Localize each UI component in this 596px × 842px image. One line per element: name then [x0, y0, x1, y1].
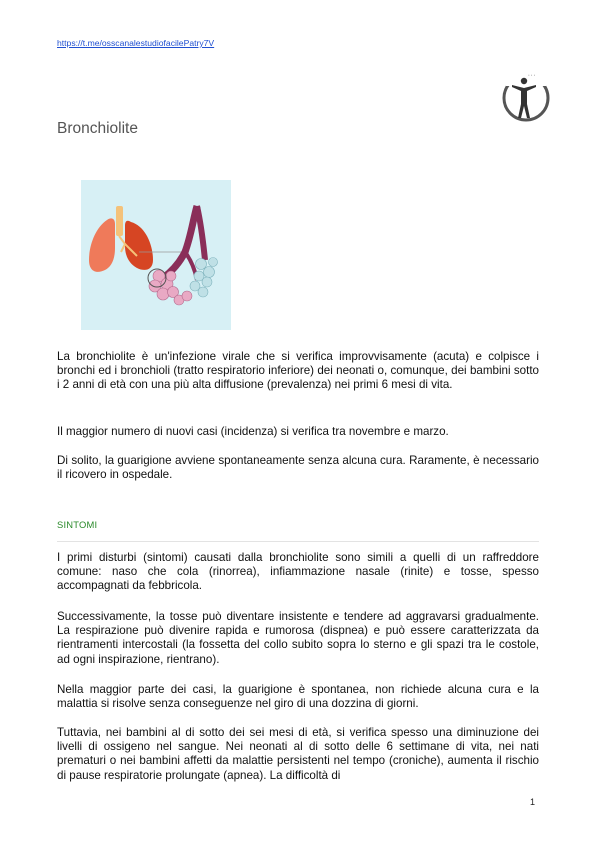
page-title: Bronchiolite — [57, 120, 138, 137]
header-link[interactable]: https://t.me/osscanalestudiofacilePatry7V — [57, 38, 215, 48]
human-figure-logo-icon — [498, 68, 554, 124]
symptoms-paragraph-4: Tuttavia, nei bambini al di sotto dei sei mesi di età, si verifica spesso una diminuzione dei livelli di ossigeno nel sangue. Nei neonati al di sotto delle 6 settimane di vita, nei nati prematuri o nei bambini affetti da malattie persistenti nel tempo (croniche), aumenta il rischio di pause respiratorie prolungate (apnea). La difficoltà di — [57, 726, 539, 782]
incidence-paragraph: Il maggior numero di nuovi casi (incidenza) si verifica tra novembre e marzo. — [57, 425, 449, 438]
symptoms-paragraph-2: Successivamente, la tosse può diventare insistente e tendere ad aggravarsi gradualmente. La respirazione può divenire rapida e rumorosa (dispnea) e può essere caratterizzata da rientramenti intercostali (la fossetta del collo subito sopra lo sterno e gli spazi tra le costole, ad ogni inspirazione, rientrano). — [57, 610, 539, 666]
section-divider — [57, 541, 539, 542]
svg-text:• • •: • • • — [528, 73, 536, 77]
page-number: 1 — [530, 797, 536, 807]
lungs-bronchioles-illustration — [81, 180, 231, 330]
recovery-paragraph: Di solito, la guarigione avviene spontaneamente senza alcuna cura. Raramente, è necessario il ricovero in ospedale. — [57, 454, 539, 482]
section-heading-sintomi: SINTOMI — [57, 519, 98, 530]
symptoms-paragraph-1: I primi disturbi (sintomi) causati dalla bronchiolite sono simili a quelli di un raffreddore comune: naso che cola (rinorrea), infiammazione nasale (rinite) e tosse, spesso accompagnati da febbricola. — [57, 551, 539, 593]
symptoms-paragraph-3: Nella maggior parte dei casi, la guarigione è spontanea, non richiede alcuna cura e la malattia si risolve senza conseguenze nel giro di una dozzina di giorni. — [57, 683, 539, 711]
intro-paragraph: La bronchiolite è un'infezione virale che si verifica improvvisamente (acuta) e colpisce i bronchi ed i bronchioli (tratto respiratorio inferiore) dei neonati o, comunque, dei bambini sotto i 2 anni di età con una più alta diffusione (prevalenza) nei primi 6 mesi di vita. — [57, 350, 539, 392]
